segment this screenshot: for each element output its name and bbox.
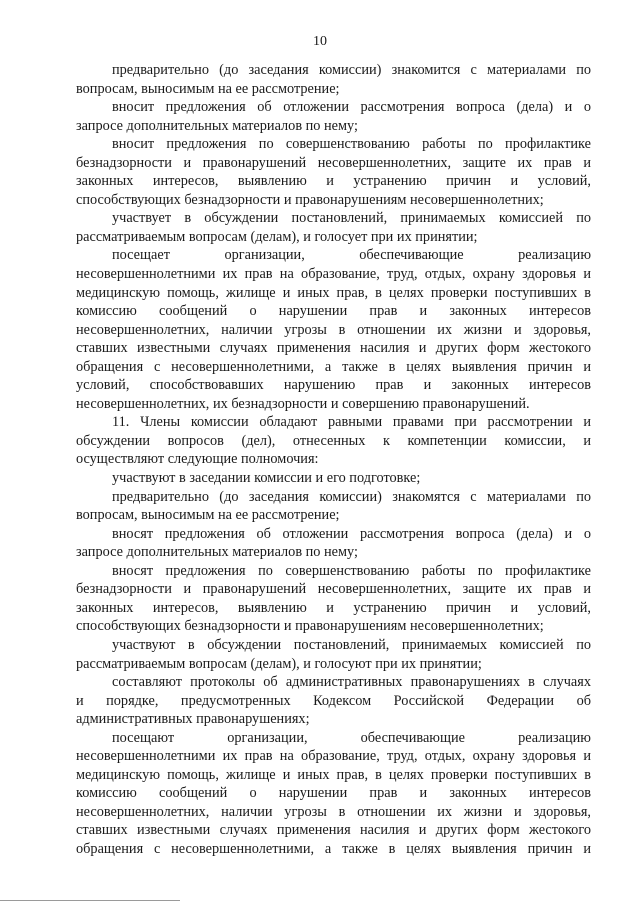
text-line: медицинскую помощь, жилище и иных прав, в целях проверки поступивших в (76, 766, 591, 783)
text-line: способствующих безнадзорности и правонарушениям несовершеннолетних; (76, 191, 544, 208)
text-line: осуществляют следующие полномочия: (76, 451, 319, 468)
text-line: участвуют в обсуждении постановлений, принимаемых комиссией по (112, 636, 591, 653)
text-line: вносят предложения об отложении рассмотрения вопроса (дела) и о (112, 525, 591, 542)
text-line: комиссию сообщений о нарушении прав и законных интересов (76, 303, 591, 320)
text-line: ставших известными случаях применения насилия и других форм жестокого (76, 340, 591, 357)
text-line: участвует в обсуждении постановлений, принимаемых комиссией по (112, 210, 591, 227)
text-line: несовершеннолетних, наличии угрозы в отношении их жизни и здоровья, (76, 803, 591, 820)
text-line: обращения с несовершеннолетними, а также в целях выявления причин и (76, 358, 591, 375)
text-line: посещает организации, обеспечивающие реализацию (112, 247, 591, 264)
text-line: способствующих безнадзорности и правонарушениям несовершеннолетних; (76, 618, 544, 635)
text-line: комиссию сообщений о нарушении прав и законных интересов (76, 785, 591, 802)
text-line: и порядке, предусмотренных Кодексом Российской Федерации об (76, 692, 591, 709)
text-line: безнадзорности и правонарушений несовершеннолетних, защите их прав и (76, 581, 591, 598)
text-line: запросе дополнительных материалов по нему; (76, 117, 358, 134)
text-line: ставших известными случаях применения насилия и других форм жестокого (76, 822, 591, 839)
text-line: участвуют в заседании комиссии и его подготовке; (112, 470, 421, 487)
text-line: законных интересов, выявлению и устранению причин и условий, (76, 173, 591, 190)
text-line: несовершеннолетних, их безнадзорности и совершению правонарушений. (76, 395, 530, 412)
text-line: обращения с несовершеннолетними, а также в целях выявления причин и (76, 840, 591, 857)
text-line: вопросам, выносимым на ее рассмотрение; (76, 80, 340, 97)
text-line: административных правонарушениях; (76, 711, 310, 728)
text-line: медицинскую помощь, жилище и иных прав, в целях проверки поступивших в (76, 284, 591, 301)
text-line: запросе дополнительных материалов по нему; (76, 544, 358, 561)
text-line: предварительно (до заседания комиссии) знакомятся с материалами по (112, 488, 591, 505)
text-line: вносит предложения по совершенствованию работы по профилактике (112, 136, 591, 153)
scan-edge-line (0, 900, 180, 901)
text-line: рассматриваемым вопросам (делам), и голосует при их принятии; (76, 228, 478, 245)
text-line: составляют протоколы об административных правонарушениях в случаях (112, 674, 591, 691)
document-body (76, 61, 591, 859)
text-line: вносят предложения по совершенствованию работы по профилактике (112, 562, 591, 579)
text-line: условий, способствовавших нарушению прав и законных интересов (76, 377, 591, 394)
page-number: 10 (313, 34, 327, 49)
text-line: рассматриваемым вопросам (делам), и голосуют при их принятии; (76, 655, 482, 672)
text-line: вносит предложения об отложении рассмотрения вопроса (дела) и о (112, 99, 591, 116)
text-line: несовершеннолетними их прав на образование, труд, отдых, охрану здоровья и (76, 748, 591, 765)
text-line: обсуждении вопросов (дел), отнесенных к компетенции комиссии, и (76, 432, 591, 449)
text-line: посещают организации, обеспечивающие реализацию (112, 729, 591, 746)
text-line: 11. Члены комиссии обладают равными правами при рассмотрении и (112, 414, 591, 431)
text-line: несовершеннолетних, наличии угрозы в отношении их жизни и здоровья, (76, 321, 591, 338)
text-line: предварительно (до заседания комиссии) знакомится с материалами по (112, 62, 591, 78)
text-line: несовершеннолетними их прав на образование, труд, отдых, охрану здоровья и (76, 266, 591, 283)
text-line: безнадзорности и правонарушений несовершеннолетних, защите их прав и (76, 154, 591, 171)
text-line: законных интересов, выявлению и устранению причин и условий, (76, 599, 591, 616)
text-line: вопросам, выносимым на ее рассмотрение; (76, 507, 340, 524)
